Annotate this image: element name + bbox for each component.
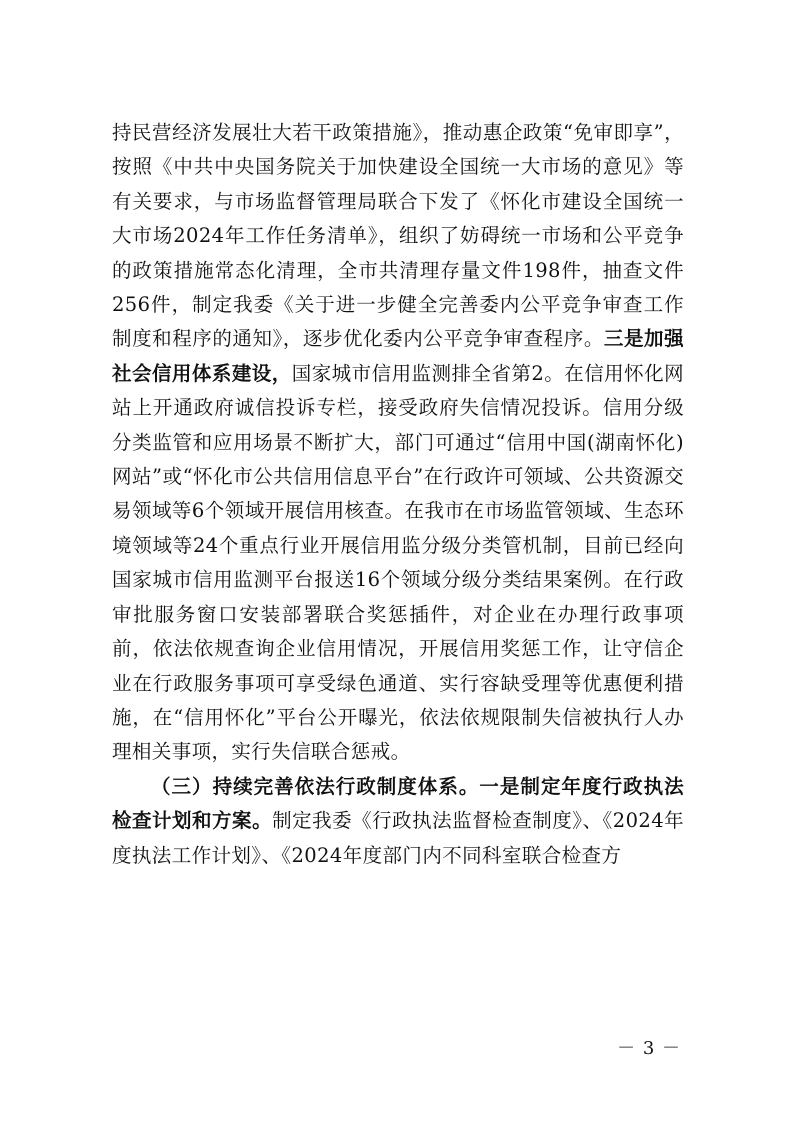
- bold-heading: （三）持续完善依法行政制度体系。一是制定年度行政执法检查计划和方案。: [112, 774, 684, 833]
- paragraph-credit-system: [112, 116, 684, 770]
- bold-heading: 三是加强社会信用体系建设，: [112, 327, 684, 385]
- paragraph-administration-system: [112, 770, 684, 873]
- paragraph-text: 制定我委《行政执法监督检查制度》、《2024年度执法工作计划》、《2024年度部门内不同科室联合检查方: [112, 809, 685, 867]
- page-number: － 3 －: [617, 1038, 681, 1059]
- paragraph-text: 持民营经济发展壮大若干政策措施》，推动惠企政策“免审即享”，按照《中共中央国务院关于加快建设全国统一大市场的意见》等有关要求，与市场监督管理局联合下发了《怀化市建设全国统一大市场2024年工作任务清单》，组织了妨碍统一市场和公平竞争的政策措施常态化清理，全市共清理存量文件198件，抽查文件256件，制定我委《关于进一步健全完善委内公平竞争审查工作制度和程序的通知》，逐步优化委内公平竞争审查程序。: [112, 121, 684, 351]
- body-text: [112, 116, 684, 873]
- paragraph-text: 国家城市信用监测排全省第2。在信用怀化网站上开通政府诚信投诉专栏，接受政府失信情况投诉。信用分级分类监管和应用场景不断扩大，部门可通过“信用中国(湖南怀化)网站”或“怀化市公共信用信息平台”在行政许可领域、公共资源交易领域等6个领域开展信用核查。在我市在市场监管领域、生态环境领域等24个重点行业开展信用监分级分类管机制，目前已经向国家城市信用监测平台报送16个领域分级分类结果案例。在行政审批服务窗口安装部署联合奖惩插件，对企业在办理行政事项前，依法依规查询企业信用情况，开展信用奖惩工作，让守信企业在行政服务事项可享受绿色通道、实行容缺受理等优惠便利措施，在“信用怀化”平台公开曝光，依法依规限制失信被执行人办理相关事项，实行失信联合惩戒。: [112, 361, 684, 764]
